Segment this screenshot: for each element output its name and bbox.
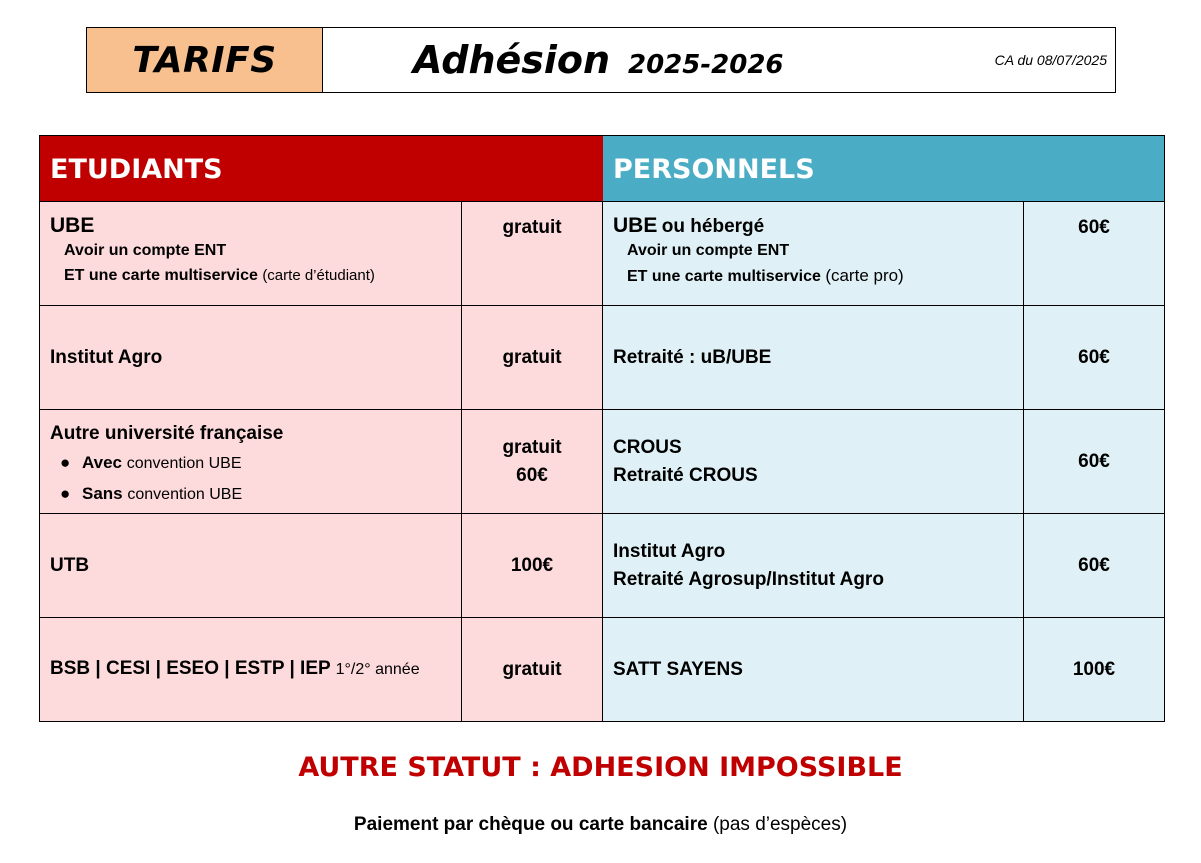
- bullet-icon: ●: [60, 484, 71, 503]
- students-column-header: ETUDIANTS: [40, 136, 603, 202]
- staff-category-label: Institut Agro: [613, 540, 726, 562]
- table-row: [40, 201, 1164, 305]
- student-price-cell: [462, 410, 603, 513]
- student-category-cell: [40, 618, 462, 721]
- staff-price: 60€: [1024, 410, 1164, 513]
- staff-category-label: Retraité Agrosup/Institut Agro: [613, 568, 884, 590]
- requirement-line: Avoir un compte ENT: [64, 242, 227, 259]
- warning-notice: AUTRE STATUT : ADHESION IMPOSSIBLE: [298, 752, 903, 783]
- staff-category-cell: [603, 618, 1024, 721]
- payment-note: Paiement par chèque ou carte bancaire (pas d’espèces): [353, 814, 848, 835]
- page-title: Adhésion: [413, 38, 611, 82]
- staff-price: 100€: [1024, 618, 1164, 721]
- student-category-cell: [40, 514, 462, 617]
- season-year: 2025-2026: [628, 50, 784, 80]
- staff-category-label: SATT SAYENS: [613, 658, 743, 680]
- staff-category-cell: [603, 202, 1024, 305]
- tarifs-tag: TARIFS: [87, 28, 323, 92]
- student-price: 60€: [516, 464, 548, 486]
- staff-price: 60€: [1024, 306, 1164, 409]
- requirement-line: ET une carte multiservice (carte pro): [627, 266, 904, 285]
- student-price: gratuit: [462, 306, 603, 409]
- list-item: ● Sans convention UBE: [50, 479, 451, 510]
- staff-category-cell: [603, 514, 1024, 617]
- requirement-line: ET une carte multiservice (carte d’étudiant): [64, 267, 375, 284]
- staff-category-cell: [603, 306, 1024, 409]
- bullet-icon: ●: [60, 453, 71, 472]
- student-price: gratuit: [462, 202, 603, 305]
- staff-category-label: Retraité : uB/UBE: [613, 346, 772, 368]
- staff-category-cell: [603, 410, 1024, 513]
- student-price: gratuit: [462, 618, 603, 721]
- student-category-label: UTB: [50, 554, 90, 576]
- staff-category-label: CROUS: [613, 436, 682, 458]
- student-category-label: Autre université française: [50, 423, 284, 444]
- table-row: [40, 513, 1164, 617]
- student-category-cell: [40, 202, 462, 305]
- staff-price: 60€: [1024, 514, 1164, 617]
- student-category-cell: [40, 306, 462, 409]
- staff-price: 60€: [1024, 202, 1164, 305]
- student-category-label: UBE: [50, 214, 95, 237]
- table-row: [40, 617, 1164, 721]
- student-price: 100€: [462, 514, 603, 617]
- staff-category-label: UBE ou hébergé: [613, 214, 765, 237]
- tariff-table: [39, 135, 1165, 722]
- staff-column-header: PERSONNELS: [603, 136, 1164, 202]
- requirement-line: Avoir un compte ENT: [627, 242, 790, 259]
- table-row: [40, 305, 1164, 409]
- staff-category-label: Retraité CROUS: [613, 464, 758, 486]
- board-date: CA du 08/07/2025: [994, 52, 1107, 68]
- student-price: gratuit: [502, 436, 562, 458]
- student-category-label: BSB | CESI | ESEO | ESTP | IEP 1°/2° année: [50, 658, 420, 679]
- student-category-label: Institut Agro: [50, 346, 163, 368]
- title-area: [323, 28, 1115, 92]
- table-row: [40, 409, 1164, 513]
- title-banner: [86, 27, 1116, 93]
- student-category-cell: [40, 410, 462, 513]
- list-item: ● Avec convention UBE: [50, 448, 451, 479]
